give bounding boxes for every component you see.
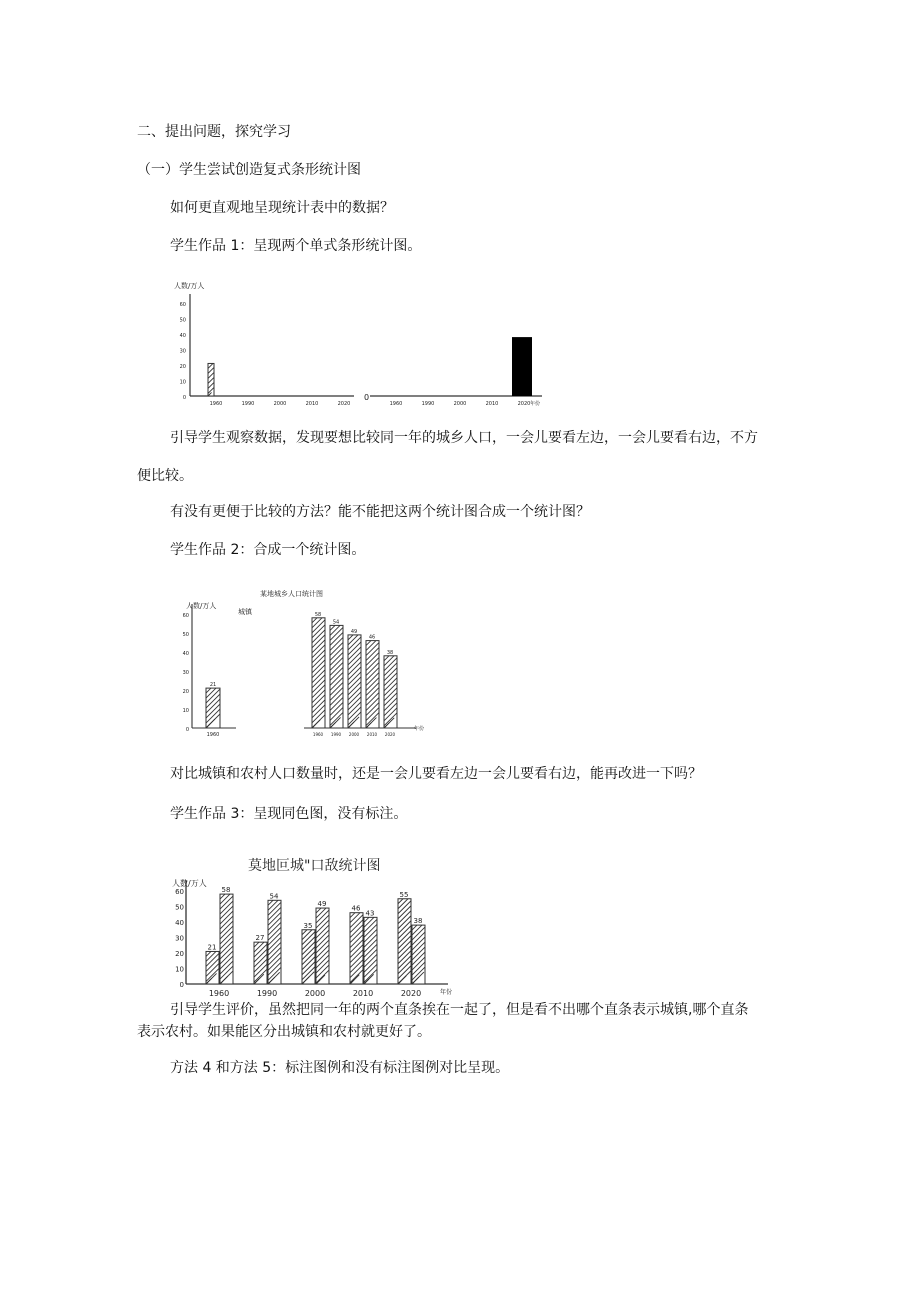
c3-bar [302,930,315,984]
c2-xlabel: 年份 [414,726,425,732]
c1-right-xtick: 2020 [517,401,531,407]
question3-text: 对比城镇和农村人口数量时，还是一会儿要看左边一会儿要看右边，能再改进一下吗？ [170,766,702,782]
c2-right-bar-label: 54 [332,619,340,626]
c2-right-bar-label: 38 [386,649,394,656]
c2-right-xtick: 2010 [366,732,378,737]
c3-xtick: 1960 [208,989,230,998]
c2-ytick: 60 [182,613,189,619]
c3-bar [220,894,233,984]
c3-bar [206,951,219,984]
c2-left-bar-label: 21 [209,682,217,689]
c3-bar-label: 49 [317,900,327,909]
c3-bar-label: 38 [413,917,423,926]
c1-right-xtick: 1960 [389,401,403,407]
c3-bar-label: 46 [351,904,361,913]
c2-left-bar [206,688,220,728]
c2-series-label: 城镇 [238,608,252,616]
c1-ytick: 10 [179,379,186,386]
c1-right-xtick: 2010 [485,401,499,407]
guide1-line1: 引导学生观察数据，发现要想比较同一年的城乡人口，一会儿要看左边，一会儿要看右边，不方 [170,430,758,446]
c1-ytick: 60 [179,302,186,308]
c2-right-bar [366,641,379,728]
c1-ytick: 50 [179,317,186,324]
guide1-line2: 便比较。 [137,468,193,484]
c2-ytick: 30 [182,670,189,676]
c1-ytick: 0 [182,395,186,401]
work3-caption: 学生作品 3：呈现同色图，没有标注。 [170,806,408,822]
c3-xtick: 1990 [256,989,278,998]
c2-right-bar [312,618,325,728]
c1-ytick: 40 [179,333,186,339]
c3-ytick: 20 [175,950,184,958]
question2-text: 有没有更便于比较的方法？能不能把这两个统计图合成一个统计图？ [170,504,590,520]
c3-bar-label: 54 [269,892,279,901]
c1-right-zero: 0 [364,393,370,402]
guide3-line1: 引导学生评价，虽然把同一年的两个直条挨在一起了，但是看不出哪个直条表示城镇,哪个直条 [170,1002,749,1018]
c3-title: 莫地叵城"口敌统计图 [248,858,381,874]
c3-ytick: 0 [179,981,184,989]
c1-right-xtick: 1990 [421,401,435,407]
question-text: 如何更直观地呈现统计表中的数据？ [170,200,394,216]
c2-ytick: 10 [182,708,189,714]
c3-bar [398,899,411,984]
c3-bar [316,908,329,984]
c2-left-xtick: 1960 [206,732,220,738]
c2-right-bar-label: 46 [368,634,376,641]
c3-bar-label: 27 [255,934,265,943]
c2-right-xtick: 2000 [348,732,360,737]
c1-left-xtick: 1960 [209,401,223,407]
work1-caption: 学生作品 1：呈现两个单式条形统计图。 [170,238,422,254]
c3-xtick: 2000 [304,989,326,998]
c1-left-xtick: 2020 [337,401,351,407]
c3-bar [254,942,267,984]
work1-chart [172,276,552,414]
c3-bar [268,900,281,984]
c3-ytick: 50 [175,903,184,912]
c2-right-bar-label: 58 [314,611,322,618]
c1-left-xtick: 2010 [305,401,319,407]
c2-ytick: 50 [182,632,189,638]
c3-bar-label: 43 [365,909,375,918]
c3-ytick: 10 [175,965,184,974]
subsection-heading: （一）学生尝试创造复式条形统计图 [137,162,361,178]
guide3-line2: 表示农村。如果能区分出城镇和农村就更好了。 [137,1024,431,1040]
c1-left-xtick: 2000 [273,401,287,407]
work3-chart [170,852,460,1004]
c2-right-bar [348,635,361,728]
c2-right-bar [330,625,343,728]
c2-right-xtick: 1960 [312,732,324,737]
section-heading: 二、提出问题，探究学习 [137,124,291,140]
c3-bar [412,925,425,984]
c3-xtick: 2020 [400,989,422,998]
c3-xtick: 2010 [352,989,374,998]
c2-title: 某地城乡人口统计图 [260,590,323,598]
c2-right-bar [384,656,397,728]
c1-left-bar [208,363,214,396]
work2-chart [176,582,436,744]
c1-right-bar [512,337,532,396]
c1-xlabel: 年份 [530,401,541,407]
work2-caption: 学生作品 2：合成一个统计图。 [170,542,366,558]
method45-text: 方法 4 和方法 5：标注图例和没有标注图例对比呈现。 [170,1060,510,1076]
c2-ylabel: 人数/万人 [186,602,217,610]
c1-left-xtick: 1990 [241,401,255,407]
c3-bar-label: 55 [399,890,409,899]
c3-ytick: 40 [175,919,184,927]
c2-ytick: 40 [182,651,189,657]
c2-right-bar-label: 49 [350,628,358,635]
c3-ytick: 30 [175,934,184,943]
c3-bar-label: 58 [221,886,231,895]
c2-ytick: 20 [182,689,189,695]
c2-ytick: 0 [185,727,189,733]
c3-bar [350,913,363,984]
c1-right-xtick: 2000 [453,401,467,407]
c3-ytick: 60 [175,888,184,896]
c1-ytick: 30 [179,348,186,355]
c1-ylabel: 人数/万人 [174,282,205,290]
c3-bar [364,917,377,984]
c1-ytick: 20 [179,364,186,370]
c3-bar-label: 35 [303,921,313,930]
c2-right-xtick: 2020 [384,732,396,737]
c2-right-xtick: 1990 [330,732,342,737]
c3-xlabel: 年份 [440,989,453,996]
c3-ylabel: 人数/万人 [172,879,207,888]
c3-bar-label: 21 [207,943,217,952]
